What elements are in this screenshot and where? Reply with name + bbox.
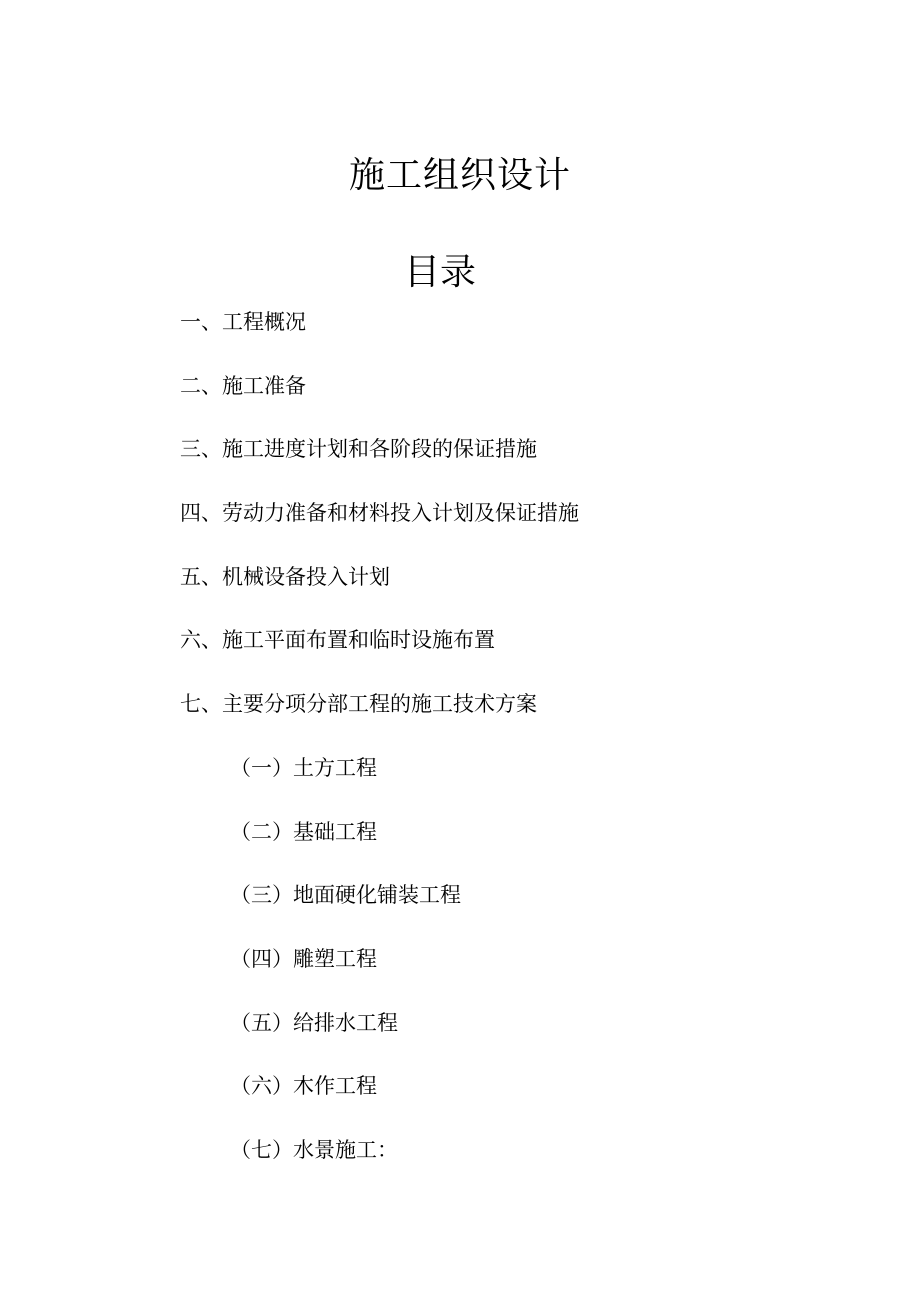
table-of-contents bbox=[180, 306, 579, 1198]
document-title: 施工组织设计 bbox=[348, 155, 571, 196]
toc-subitem-7-3[interactable]: （三）地面硬化铺装工程 bbox=[230, 883, 461, 908]
toc-subitem-7-7[interactable]: （七）水景施工： bbox=[230, 1137, 398, 1162]
toc-subitem-7-5[interactable]: （五）给排水工程 bbox=[230, 1010, 398, 1035]
toc-subitem-7-1[interactable]: （一）土方工程 bbox=[230, 755, 377, 780]
toc-item-7[interactable]: 七、主要分项分部工程的施工技术方案 bbox=[180, 692, 537, 717]
toc-item-3[interactable]: 三、施工进度计划和各阶段的保证措施 bbox=[180, 437, 537, 462]
toc-item-2[interactable]: 二、施工准备 bbox=[180, 373, 306, 398]
toc-item-6[interactable]: 六、施工平面布置和临时设施布置 bbox=[180, 628, 495, 653]
toc-subitem-7-6[interactable]: （六）木作工程 bbox=[230, 1074, 377, 1099]
toc-heading: 目录 bbox=[403, 252, 476, 293]
toc-item-4[interactable]: 四、劳动力准备和材料投入计划及保证措施 bbox=[180, 501, 579, 526]
toc-subitem-7-2[interactable]: （二）基础工程 bbox=[230, 819, 377, 844]
toc-item-5[interactable]: 五、机械设备投入计划 bbox=[180, 564, 390, 589]
toc-item-1[interactable]: 一、工程概况 bbox=[180, 310, 306, 334]
toc-subitem-7-4[interactable]: （四）雕塑工程 bbox=[230, 946, 377, 971]
